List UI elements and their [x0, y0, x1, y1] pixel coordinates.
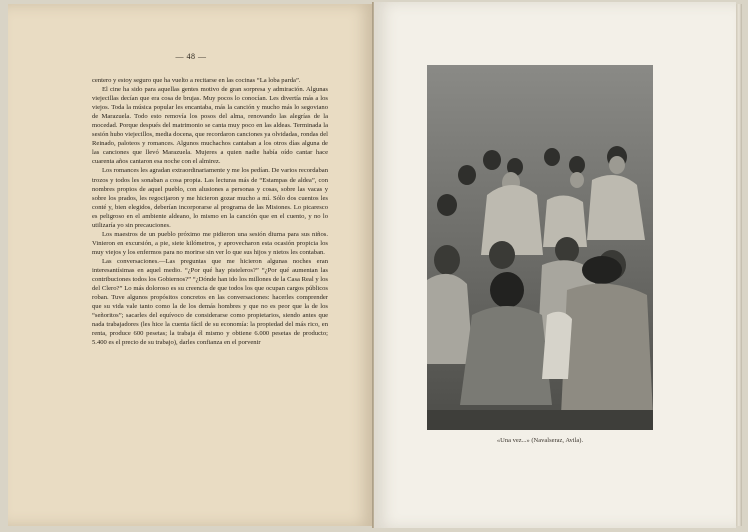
- left-page: [8, 4, 374, 526]
- photo-caption: «Una vez...» (Navalseraz, Avila).: [496, 437, 584, 444]
- paragraph: Los maestros de un pueblo próximo me pidieron una sesión diurna para sus niños. Vinieron en excursión, a pie, siete kilómetros, y aprovecharon esta ocasión propicia los muy viejos y los enfermos para no morirse sin ver lo que sus hijos y nietos les contaban.: [92, 230, 328, 256]
- page-edge: [736, 4, 742, 526]
- paragraph: centero y estoy seguro que ha vuelto a recitarse en las cocinas “La loba parda”.: [92, 77, 301, 84]
- paragraph: Las conversaciones.—Las preguntas que me hicieron algunas noches eran interesantísimas en aquel medio. “¿Por qué hay pisteleros?” “¿Por qué aumentan las contribuciones todos los Gobiernos?” “¿Dónde han ido los millones de la Casa Real y los del Clero?” Lo más doloroso es su creencia de que todos los que ocupan cargos públicos roban. Tuve algunos propósitos concretos en las conversaciones: hacerles comprender que su vida vale tanto como la de los demás hombres y que no es peor que la de los “señoritos”; sacarles del equívoco de considerarse como propietarios, siendo antes que nada trabajadores (les hice la cuenta fácil de su economía: la propiedad del más rico, en renta, produce 600 pesetas; la trabaja él mismo y obtiene 6.000 pesetas de producto; 5.400 es el precio de su trabajo), darles confianza en el porvenir: [92, 257, 328, 347]
- photo-group-of-villagers: [427, 65, 653, 430]
- paragraph: El cine ha sido para aquellas gentes motivo de gran sorpresa y admiración. Algunas viejecillas decían que era cosa de brujas. Muy pocos lo conocían. Les divertía más a los viejos. Toda la música popular les encantaba, más la canción y mucho más lo segoviano de Marazuela. Todo esto removía los posos del alma, renovando las alegrías de la mocedad. Porque después del matrimonio se canta muy poco en las aldeas. Terminada la sesión hubo viejecillos, media docena, que recordaron canciones ya olvidadas, rondas del Reinado, paloteos y romances. Algunos muchachos cantaban a los otros días alguna de las canciones que llevó Marazuela. Mujeres a quien nadie había oído cantar hace cuarenta años cantaron esa noche con el almirez.: [92, 86, 328, 166]
- paragraph: Los romances les agradan extraordinariamente y me los pedían. De varios recordaban trozos y todos les sonaban a cosa propia. Las lecturas más de “Estampas de aldea”, con nombres propios de aquel pueblo, con alusiones a personas y cosas, sobre las vacas y sobre los prados, les regocijaron y me hicieron gozar mucho a mí. Sólo dos cuentos les conté y, bien elegidos, deberían incorporarse al programa de las Misiones. Lo picaresco es peligroso en el ambiente aldeano, lo mismo en la canción que en el cuento, y no lo utilizaría yo sin precauciones.: [92, 167, 328, 229]
- page-number: — 48 —: [175, 52, 207, 61]
- body-text: [92, 76, 328, 347]
- photo-illustration: [427, 65, 653, 430]
